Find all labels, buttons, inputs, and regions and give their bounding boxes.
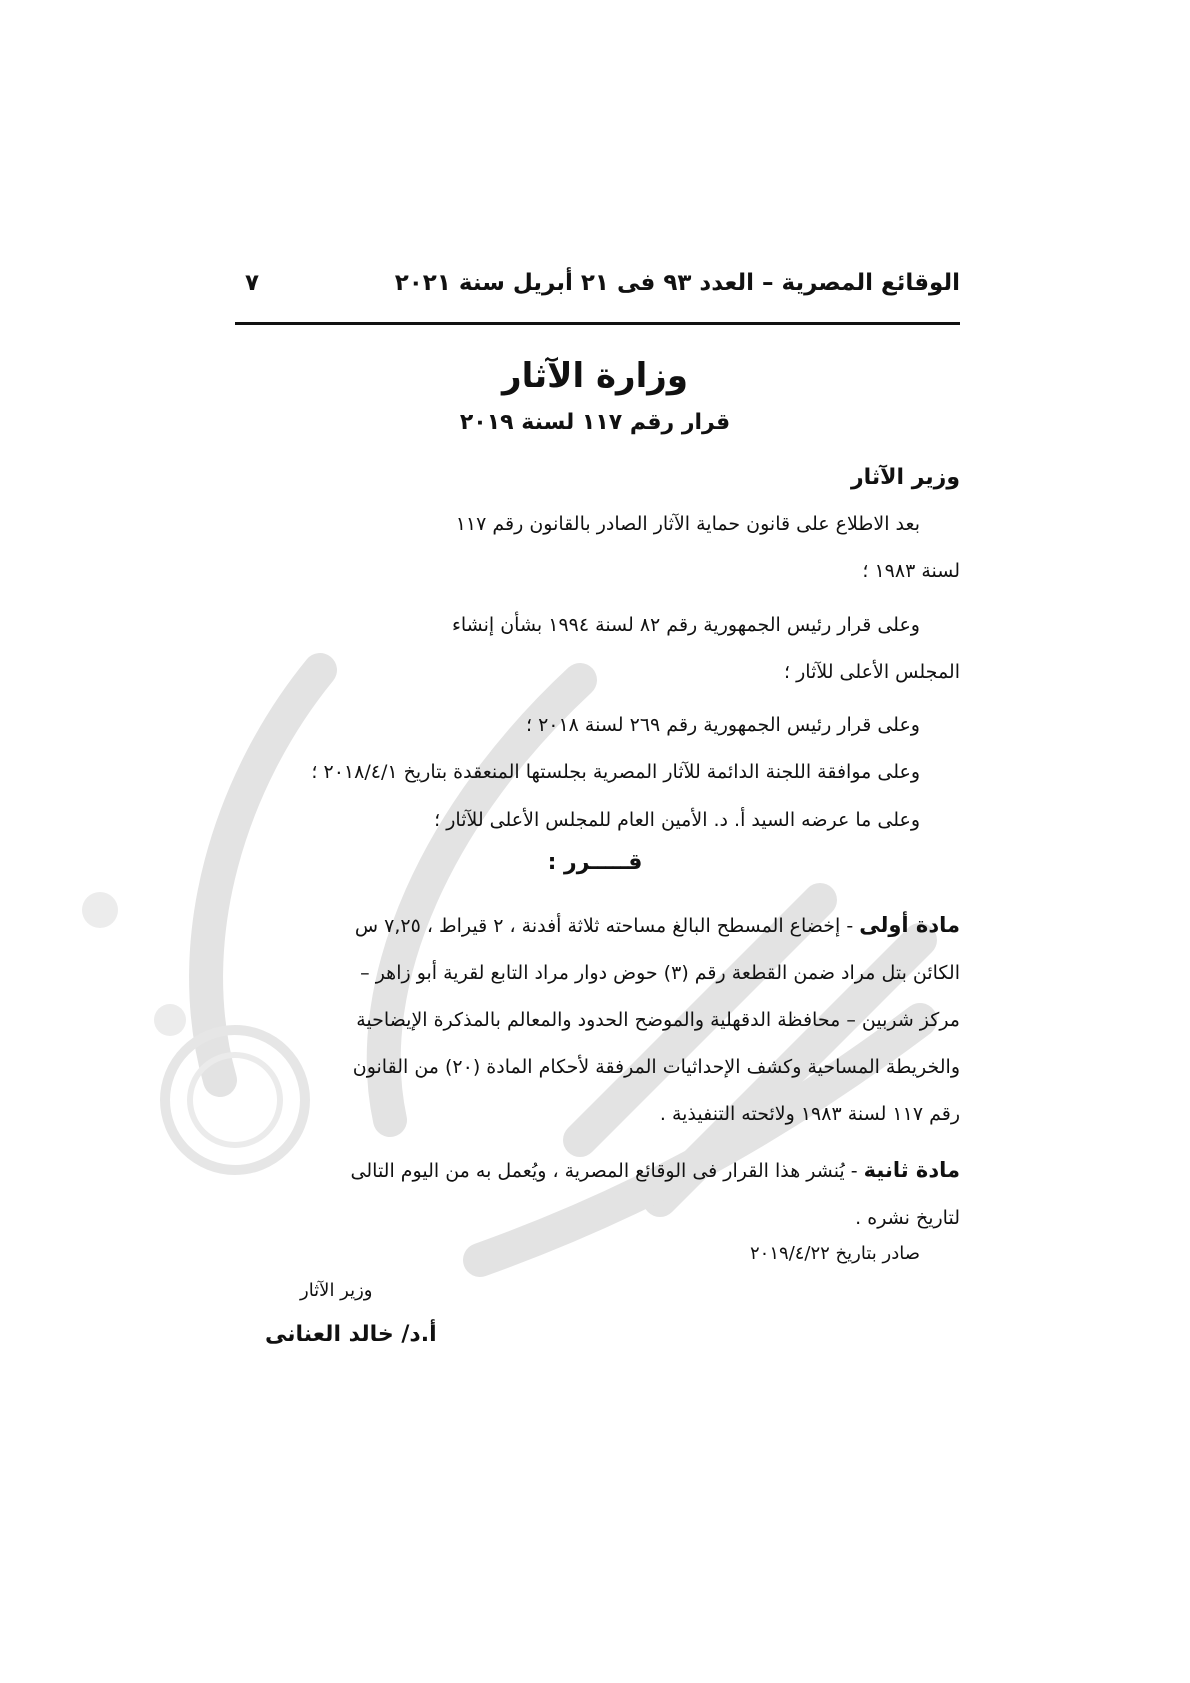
preamble-4 xyxy=(238,760,960,785)
article-1-line-2: الكائن بتل مراد ضمن القطعة رقم (٣) حوض دوار مراد التابع لقرية أبو زاهر – xyxy=(360,962,960,984)
preamble-5-line-1: وعلى ما عرضه السيد أ. د. الأمين العام للمجلس الأعلى للآثار ؛ xyxy=(434,809,920,831)
issue-date: صادر بتاريخ ٢٠١٩/٤/٢٢ xyxy=(750,1243,920,1264)
preamble-4-line-1: وعلى موافقة اللجنة الدائمة للآثار المصرية بجلستها المنعقدة بتاريخ ٢٠١٨/٤/١ ؛ xyxy=(311,761,920,783)
article-1-line-5: رقم ١١٧ لسنة ١٩٨٣ ولائحته التنفيذية . xyxy=(659,1103,960,1125)
gazette-title: الوقائع المصرية – العدد ٩٣ فى ٢١ أبريل سنة ٢٠٢١ xyxy=(394,270,960,296)
header-divider xyxy=(235,322,960,325)
page-number: ٧ xyxy=(245,270,260,296)
signatory-title: وزير الآثار xyxy=(300,1280,373,1301)
decree-title: قرار رقم ١١٧ لسنة ٢٠١٩ xyxy=(459,410,731,435)
preamble-2-line-2: المجلس الأعلى للآثار ؛ xyxy=(784,661,960,683)
article-1-label: مادة أولى xyxy=(859,913,960,937)
article-2-label: مادة ثانية xyxy=(863,1158,960,1182)
preamble-3 xyxy=(238,713,960,738)
preamble-1 xyxy=(238,512,960,584)
article-1-line-1 xyxy=(238,902,960,950)
preamble-1-line-1: بعد الاطلاع على قانون حماية الآثار الصادر بالقانون رقم ١١٧ xyxy=(455,513,920,535)
article-1-text-1: - إخضاع المسطح البالغ مساحته ثلاثة أفدنة ، ٢ قيراط ، ٧,٢٥ س xyxy=(354,915,860,937)
decided-heading: قـــــرر : xyxy=(547,850,643,875)
article-2 xyxy=(238,1147,960,1242)
preamble-5 xyxy=(238,808,960,833)
article-1-line-4: والخريطة المساحية وكشف الإحداثيات المرفقة لأحكام المادة (٢٠) من القانون xyxy=(352,1056,960,1078)
preamble-3-line-1: وعلى قرار رئيس الجمهورية رقم ٢٦٩ لسنة ٢٠١٨ ؛ xyxy=(525,714,920,736)
preamble-1-line-2: لسنة ١٩٨٣ ؛ xyxy=(862,560,960,582)
gazette-header xyxy=(235,270,960,310)
ministry-heading: وزارة الآثار xyxy=(502,356,688,396)
signatory-name: أ.د/ خالد العنانى xyxy=(265,1322,437,1347)
article-2-line-1 xyxy=(238,1147,960,1195)
article-1 xyxy=(238,902,960,1138)
preamble-2-line-1: وعلى قرار رئيس الجمهورية رقم ٨٢ لسنة ١٩٩٤ بشأن إنشاء xyxy=(451,614,920,636)
article-1-line-3: مركز شربين – محافظة الدقهلية والموضح الحدود والمعالم بالمذكرة الإيضاحية xyxy=(356,1009,960,1031)
article-2-text-1: - يُنشر هذا القرار فى الوقائع المصرية ، ويُعمل به من اليوم التالى xyxy=(350,1160,864,1182)
preamble-2 xyxy=(238,613,960,685)
article-2-line-2: لتاريخ نشره . xyxy=(855,1207,960,1229)
minister-heading: وزير الآثار xyxy=(850,465,960,490)
